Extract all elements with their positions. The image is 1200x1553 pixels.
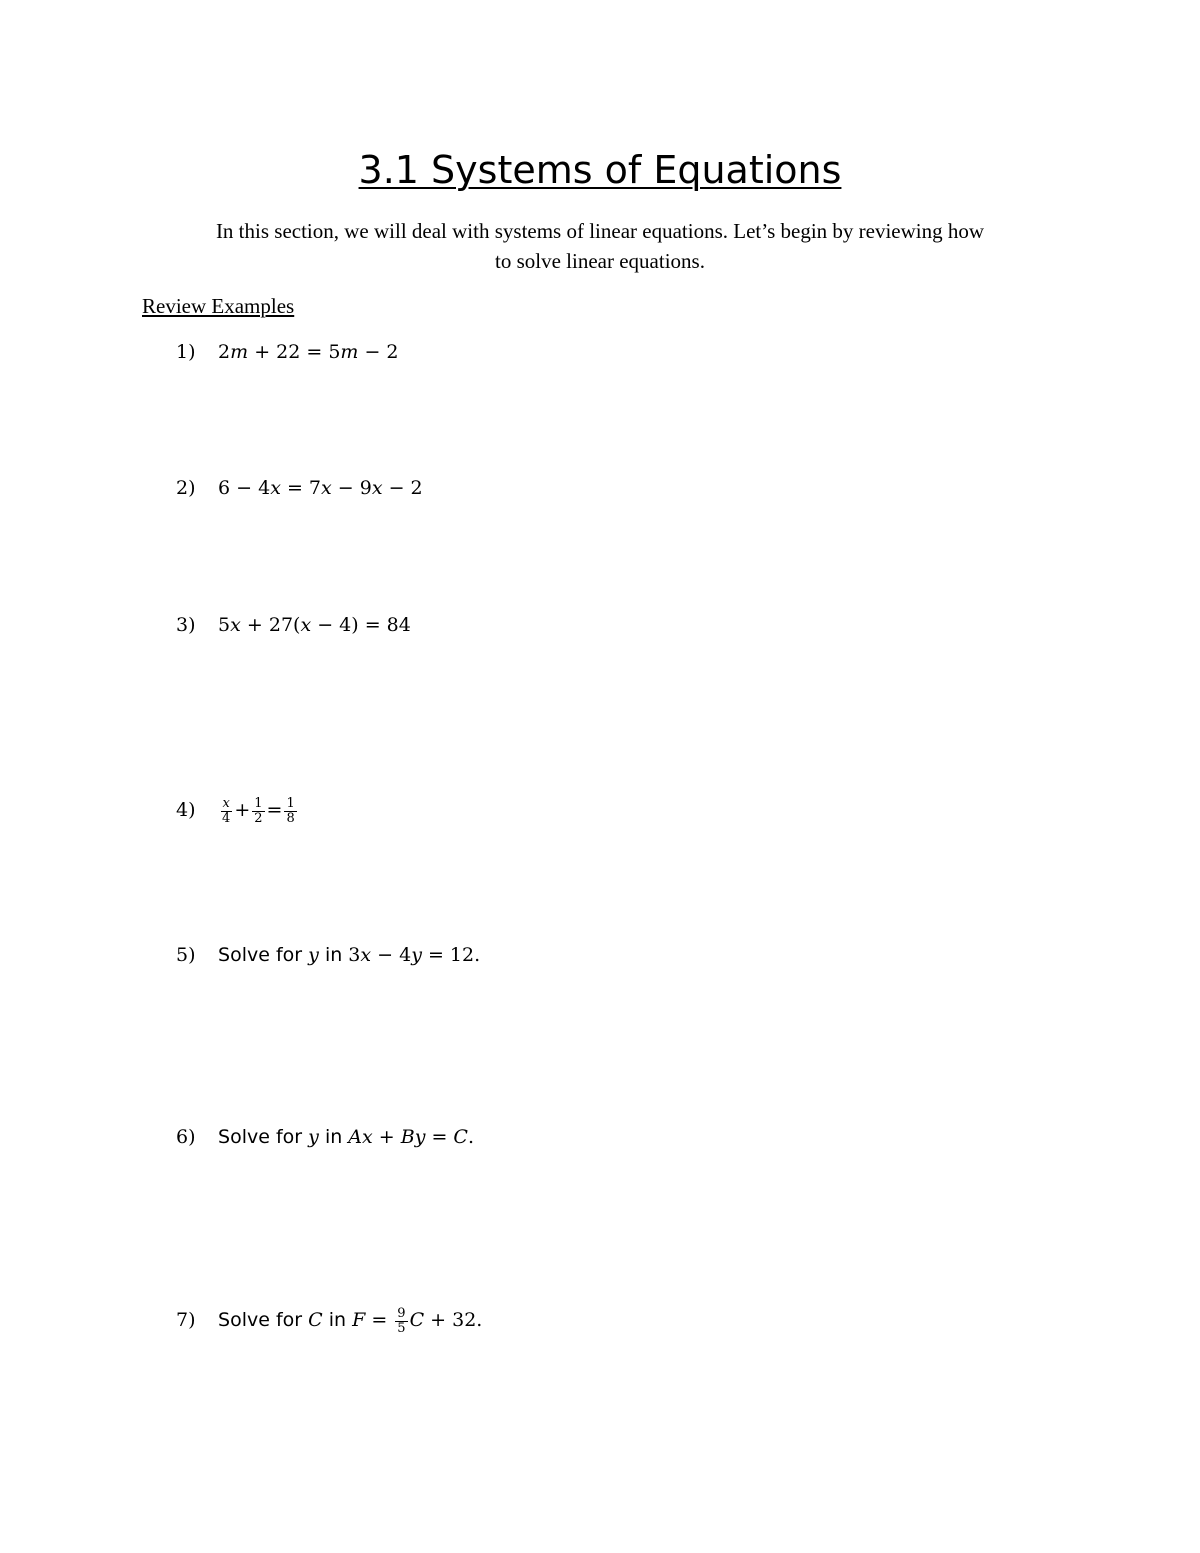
problem-2 xyxy=(176,474,423,502)
expression: 𝐴𝑥 + 𝐵𝑦 = 𝐶. xyxy=(342,1126,475,1148)
in-text: in xyxy=(324,1126,343,1148)
variable: 𝑦 xyxy=(302,1126,325,1148)
numerator: 1 xyxy=(254,795,263,811)
denominator: 5 xyxy=(397,1320,406,1336)
problem-1 xyxy=(176,338,399,366)
expression-suffix: 𝐶 + 32. xyxy=(409,1309,483,1331)
solve-for-text: Solve for xyxy=(218,944,303,966)
equation xyxy=(218,1123,474,1151)
expression-prefix: 𝐹 = xyxy=(346,1309,394,1331)
problem-7 xyxy=(176,1306,482,1336)
equation: 5𝑥 + 27(𝑥 − 4) = 84 xyxy=(218,614,411,636)
equation xyxy=(218,1306,482,1336)
numerator: 1 xyxy=(286,795,295,811)
operator-plus: + xyxy=(234,799,251,821)
variable: 𝑦 xyxy=(302,944,325,966)
problem-number: 4) xyxy=(176,799,196,821)
solve-for-text: Solve for xyxy=(218,1126,303,1148)
problem-5 xyxy=(176,941,480,969)
problem-number: 6) xyxy=(176,1126,196,1148)
problem-3 xyxy=(176,611,411,639)
fraction-x-over-4 xyxy=(220,797,232,826)
expression: 3𝑥 − 4𝑦 = 12. xyxy=(342,944,481,966)
variable: 𝐶 xyxy=(302,1309,329,1331)
section-heading-review-examples: Review Examples xyxy=(142,294,295,318)
intro-line-2: to solve linear equations. xyxy=(495,249,705,273)
fraction-9-over-5 xyxy=(395,1307,407,1336)
equation: 2𝑚 + 22 = 5𝑚 − 2 xyxy=(218,341,399,363)
problem-number: 5) xyxy=(176,944,196,966)
denominator: 2 xyxy=(254,810,263,826)
problem-number: 2) xyxy=(176,477,196,499)
equation: 6 − 4𝑥 = 7𝑥 − 9𝑥 − 2 xyxy=(218,477,423,499)
fraction-1-over-8 xyxy=(284,797,296,826)
problem-number: 1) xyxy=(176,341,196,363)
equation xyxy=(218,941,480,969)
operator-equals: = xyxy=(266,799,283,821)
intro-line-1: In this section, we will deal with systems of linear equations. Let’s begin by reviewing how xyxy=(215,219,985,243)
solve-for-text: Solve for xyxy=(218,1309,303,1331)
problem-6 xyxy=(176,1123,474,1151)
numerator: 9 xyxy=(397,1305,406,1321)
intro-paragraph xyxy=(140,216,1060,276)
denominator: 4 xyxy=(222,810,231,826)
numerator: 𝑥 xyxy=(222,795,230,811)
problem-number: 3) xyxy=(176,614,196,636)
equation xyxy=(218,796,299,826)
in-text: in xyxy=(328,1309,347,1331)
problem-4 xyxy=(176,796,299,826)
denominator: 8 xyxy=(286,810,295,826)
problem-number: 7) xyxy=(176,1309,196,1331)
page-title: 3.1 Systems of Equations xyxy=(358,148,842,192)
in-text: in xyxy=(324,944,343,966)
fraction-1-over-2 xyxy=(252,797,264,826)
